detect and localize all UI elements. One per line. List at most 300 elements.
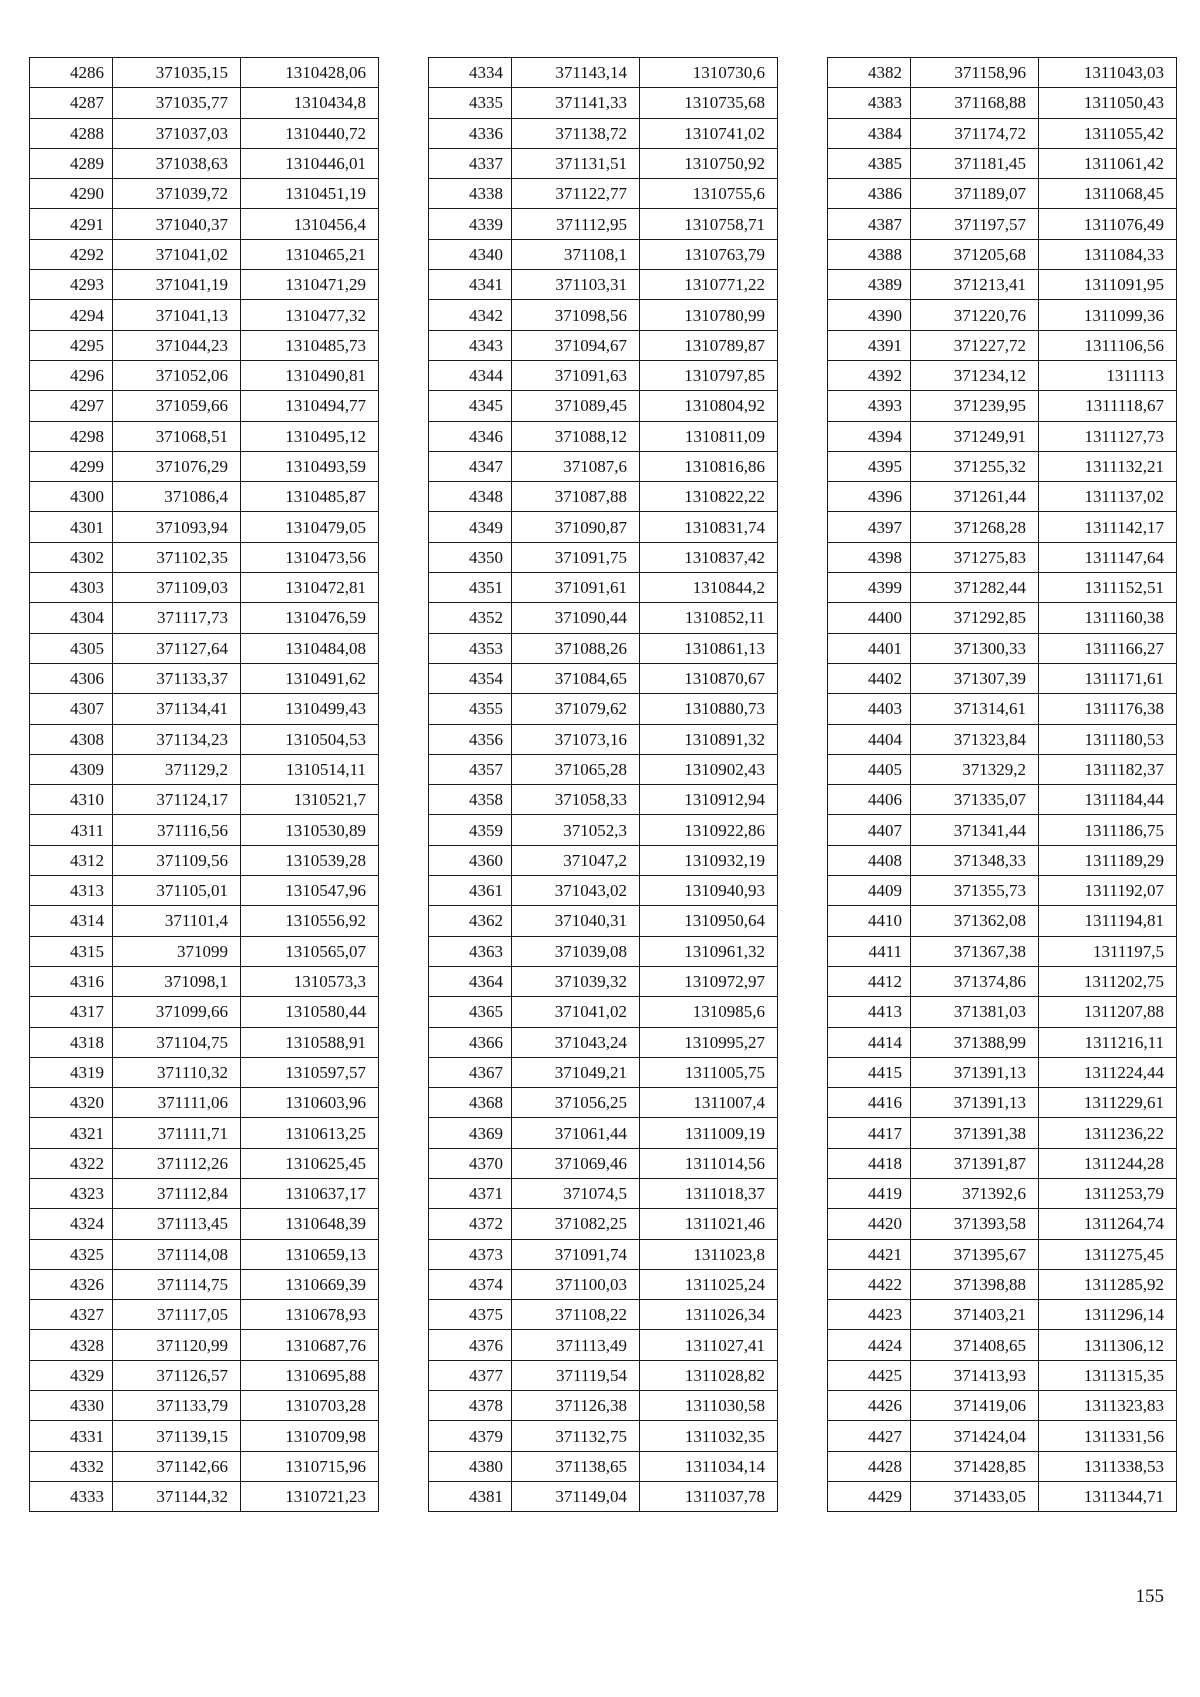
y-coordinate-cell: 1310476,59 xyxy=(241,603,379,633)
point-id-cell: 4416 xyxy=(828,1088,911,1118)
y-coordinate-cell: 1310816,86 xyxy=(640,451,778,481)
x-coordinate-cell: 371041,19 xyxy=(113,270,241,300)
table-row xyxy=(429,845,778,875)
table-row xyxy=(30,876,379,906)
y-coordinate-cell: 1310880,73 xyxy=(640,694,778,724)
y-coordinate-cell: 1310822,22 xyxy=(640,482,778,512)
point-id-cell: 4355 xyxy=(429,694,512,724)
point-id-cell: 4379 xyxy=(429,1421,512,1451)
x-coordinate-cell: 371314,61 xyxy=(911,694,1039,724)
point-id-cell: 4302 xyxy=(30,542,113,572)
point-id-cell: 4364 xyxy=(429,966,512,996)
table-row xyxy=(30,815,379,845)
table-body xyxy=(429,58,778,1512)
y-coordinate-cell: 1310490,81 xyxy=(241,360,379,390)
x-coordinate-cell: 371088,26 xyxy=(512,633,640,663)
point-id-cell: 4350 xyxy=(429,542,512,572)
y-coordinate-cell: 1310811,09 xyxy=(640,421,778,451)
x-coordinate-cell: 371073,16 xyxy=(512,724,640,754)
y-coordinate-cell: 1310678,93 xyxy=(241,1300,379,1330)
point-id-cell: 4327 xyxy=(30,1300,113,1330)
x-coordinate-cell: 371112,26 xyxy=(113,1148,241,1178)
point-id-cell: 4400 xyxy=(828,603,911,633)
x-coordinate-cell: 371047,2 xyxy=(512,845,640,875)
point-id-cell: 4375 xyxy=(429,1300,512,1330)
y-coordinate-cell: 1310456,4 xyxy=(241,209,379,239)
y-coordinate-cell: 1310547,96 xyxy=(241,876,379,906)
y-coordinate-cell: 1311306,12 xyxy=(1039,1330,1177,1360)
coordinates-table-1 xyxy=(29,57,379,1512)
x-coordinate-cell: 371391,13 xyxy=(911,1088,1039,1118)
y-coordinate-cell: 1310669,39 xyxy=(241,1269,379,1299)
table-row xyxy=(429,966,778,996)
table-row xyxy=(30,1027,379,1057)
x-coordinate-cell: 371132,75 xyxy=(512,1421,640,1451)
y-coordinate-cell: 1311118,67 xyxy=(1039,391,1177,421)
x-coordinate-cell: 371098,1 xyxy=(113,966,241,996)
x-coordinate-cell: 371124,17 xyxy=(113,785,241,815)
table-row xyxy=(30,330,379,360)
x-coordinate-cell: 371141,33 xyxy=(512,88,640,118)
y-coordinate-cell: 1310494,77 xyxy=(241,391,379,421)
table-row xyxy=(30,966,379,996)
x-coordinate-cell: 371374,86 xyxy=(911,966,1039,996)
point-id-cell: 4342 xyxy=(429,300,512,330)
table-row xyxy=(828,1481,1177,1511)
x-coordinate-cell: 371076,29 xyxy=(113,451,241,481)
point-id-cell: 4307 xyxy=(30,694,113,724)
table-row xyxy=(429,88,778,118)
x-coordinate-cell: 371388,99 xyxy=(911,1027,1039,1057)
table-row xyxy=(429,300,778,330)
point-id-cell: 4346 xyxy=(429,421,512,451)
y-coordinate-cell: 1311229,61 xyxy=(1039,1088,1177,1118)
y-coordinate-cell: 1311224,44 xyxy=(1039,1057,1177,1087)
y-coordinate-cell: 1311176,38 xyxy=(1039,694,1177,724)
x-coordinate-cell: 371113,49 xyxy=(512,1330,640,1360)
x-coordinate-cell: 371220,76 xyxy=(911,300,1039,330)
y-coordinate-cell: 1310940,93 xyxy=(640,876,778,906)
table-row xyxy=(828,1209,1177,1239)
x-coordinate-cell: 371108,22 xyxy=(512,1300,640,1330)
point-id-cell: 4344 xyxy=(429,360,512,390)
point-id-cell: 4317 xyxy=(30,997,113,1027)
table-row xyxy=(30,1118,379,1148)
x-coordinate-cell: 371205,68 xyxy=(911,239,1039,269)
y-coordinate-cell: 1311043,03 xyxy=(1039,58,1177,88)
y-coordinate-cell: 1311099,36 xyxy=(1039,300,1177,330)
y-coordinate-cell: 1311216,11 xyxy=(1039,1027,1177,1057)
x-coordinate-cell: 371065,28 xyxy=(512,754,640,784)
y-coordinate-cell: 1310648,39 xyxy=(241,1209,379,1239)
table-row xyxy=(429,270,778,300)
table-row xyxy=(30,1239,379,1269)
x-coordinate-cell: 371058,33 xyxy=(512,785,640,815)
point-id-cell: 4376 xyxy=(429,1330,512,1360)
table-row xyxy=(30,1178,379,1208)
table-row xyxy=(30,88,379,118)
x-coordinate-cell: 371112,95 xyxy=(512,209,640,239)
table-row xyxy=(429,1391,778,1421)
x-coordinate-cell: 371307,39 xyxy=(911,663,1039,693)
table-row xyxy=(30,1360,379,1390)
table-row xyxy=(30,421,379,451)
table-row xyxy=(828,118,1177,148)
y-coordinate-cell: 1310961,32 xyxy=(640,936,778,966)
table-row xyxy=(30,1421,379,1451)
point-id-cell: 4340 xyxy=(429,239,512,269)
point-id-cell: 4393 xyxy=(828,391,911,421)
y-coordinate-cell: 1311076,49 xyxy=(1039,209,1177,239)
y-coordinate-cell: 1311331,56 xyxy=(1039,1421,1177,1451)
table-row xyxy=(429,1330,778,1360)
y-coordinate-cell: 1311296,14 xyxy=(1039,1300,1177,1330)
table-row xyxy=(429,512,778,542)
y-coordinate-cell: 1311236,22 xyxy=(1039,1118,1177,1148)
point-id-cell: 4389 xyxy=(828,270,911,300)
point-id-cell: 4338 xyxy=(429,179,512,209)
y-coordinate-cell: 1311007,4 xyxy=(640,1088,778,1118)
y-coordinate-cell: 1310434,8 xyxy=(241,88,379,118)
point-id-cell: 4406 xyxy=(828,785,911,815)
point-id-cell: 4298 xyxy=(30,421,113,451)
x-coordinate-cell: 371129,2 xyxy=(113,754,241,784)
x-coordinate-cell: 371112,84 xyxy=(113,1178,241,1208)
y-coordinate-cell: 1310758,71 xyxy=(640,209,778,239)
table-row xyxy=(429,209,778,239)
x-coordinate-cell: 371348,33 xyxy=(911,845,1039,875)
table-row xyxy=(30,1269,379,1299)
x-coordinate-cell: 371249,91 xyxy=(911,421,1039,451)
y-coordinate-cell: 1310477,32 xyxy=(241,300,379,330)
table-row xyxy=(429,573,778,603)
x-coordinate-cell: 371138,65 xyxy=(512,1451,640,1481)
table-row xyxy=(30,239,379,269)
x-coordinate-cell: 371143,14 xyxy=(512,58,640,88)
x-coordinate-cell: 371041,13 xyxy=(113,300,241,330)
y-coordinate-cell: 1310580,44 xyxy=(241,997,379,1027)
table-row xyxy=(828,966,1177,996)
y-coordinate-cell: 1311197,5 xyxy=(1039,936,1177,966)
table-row xyxy=(30,360,379,390)
y-coordinate-cell: 1311050,43 xyxy=(1039,88,1177,118)
point-id-cell: 4304 xyxy=(30,603,113,633)
x-coordinate-cell: 371089,45 xyxy=(512,391,640,421)
y-coordinate-cell: 1311184,44 xyxy=(1039,785,1177,815)
x-coordinate-cell: 371419,06 xyxy=(911,1391,1039,1421)
point-id-cell: 4370 xyxy=(429,1148,512,1178)
table-row xyxy=(828,270,1177,300)
table-body xyxy=(828,58,1177,1512)
y-coordinate-cell: 1311166,27 xyxy=(1039,633,1177,663)
point-id-cell: 4325 xyxy=(30,1239,113,1269)
y-coordinate-cell: 1310530,89 xyxy=(241,815,379,845)
y-coordinate-cell: 1310428,06 xyxy=(241,58,379,88)
table-row xyxy=(828,1057,1177,1087)
y-coordinate-cell: 1311202,75 xyxy=(1039,966,1177,996)
table-row xyxy=(828,1330,1177,1360)
y-coordinate-cell: 1311137,02 xyxy=(1039,482,1177,512)
x-coordinate-cell: 371069,46 xyxy=(512,1148,640,1178)
coordinates-table-3 xyxy=(827,57,1177,1512)
table-row xyxy=(828,1360,1177,1390)
table-row xyxy=(429,1148,778,1178)
point-id-cell: 4349 xyxy=(429,512,512,542)
y-coordinate-cell: 1310715,96 xyxy=(241,1451,379,1481)
point-id-cell: 4331 xyxy=(30,1421,113,1451)
x-coordinate-cell: 371138,72 xyxy=(512,118,640,148)
table-row xyxy=(30,633,379,663)
table-row xyxy=(828,239,1177,269)
x-coordinate-cell: 371428,85 xyxy=(911,1451,1039,1481)
x-coordinate-cell: 371227,72 xyxy=(911,330,1039,360)
x-coordinate-cell: 371134,23 xyxy=(113,724,241,754)
table-row xyxy=(828,1451,1177,1481)
table-row xyxy=(30,148,379,178)
x-coordinate-cell: 371086,4 xyxy=(113,482,241,512)
table-row xyxy=(828,573,1177,603)
point-id-cell: 4301 xyxy=(30,512,113,542)
table-row xyxy=(828,421,1177,451)
x-coordinate-cell: 371168,88 xyxy=(911,88,1039,118)
table-row xyxy=(828,1027,1177,1057)
x-coordinate-cell: 371035,15 xyxy=(113,58,241,88)
point-id-cell: 4392 xyxy=(828,360,911,390)
y-coordinate-cell: 1310741,02 xyxy=(640,118,778,148)
table-row xyxy=(828,148,1177,178)
table-row xyxy=(429,876,778,906)
point-id-cell: 4295 xyxy=(30,330,113,360)
x-coordinate-cell: 371052,3 xyxy=(512,815,640,845)
x-coordinate-cell: 371142,66 xyxy=(113,1451,241,1481)
table-row xyxy=(429,906,778,936)
point-id-cell: 4358 xyxy=(429,785,512,815)
x-coordinate-cell: 371139,15 xyxy=(113,1421,241,1451)
y-coordinate-cell: 1310499,43 xyxy=(241,694,379,724)
x-coordinate-cell: 371120,99 xyxy=(113,1330,241,1360)
point-id-cell: 4374 xyxy=(429,1269,512,1299)
point-id-cell: 4293 xyxy=(30,270,113,300)
table-row xyxy=(30,179,379,209)
point-id-cell: 4414 xyxy=(828,1027,911,1057)
point-id-cell: 4424 xyxy=(828,1330,911,1360)
x-coordinate-cell: 371091,75 xyxy=(512,542,640,572)
y-coordinate-cell: 1310446,01 xyxy=(241,148,379,178)
y-coordinate-cell: 1310493,59 xyxy=(241,451,379,481)
point-id-cell: 4315 xyxy=(30,936,113,966)
point-id-cell: 4334 xyxy=(429,58,512,88)
x-coordinate-cell: 371113,45 xyxy=(113,1209,241,1239)
point-id-cell: 4402 xyxy=(828,663,911,693)
y-coordinate-cell: 1311182,37 xyxy=(1039,754,1177,784)
y-coordinate-cell: 1310870,67 xyxy=(640,663,778,693)
coordinates-table-2 xyxy=(428,57,778,1512)
table-row xyxy=(828,542,1177,572)
point-id-cell: 4391 xyxy=(828,330,911,360)
table-row xyxy=(429,179,778,209)
x-coordinate-cell: 371059,66 xyxy=(113,391,241,421)
table-row xyxy=(828,451,1177,481)
table-row xyxy=(828,179,1177,209)
table-row xyxy=(30,694,379,724)
point-id-cell: 4326 xyxy=(30,1269,113,1299)
x-coordinate-cell: 371068,51 xyxy=(113,421,241,451)
point-id-cell: 4360 xyxy=(429,845,512,875)
table-row xyxy=(30,1481,379,1511)
table-row xyxy=(429,451,778,481)
point-id-cell: 4357 xyxy=(429,754,512,784)
y-coordinate-cell: 1310922,86 xyxy=(640,815,778,845)
x-coordinate-cell: 371126,57 xyxy=(113,1360,241,1390)
y-coordinate-cell: 1310597,57 xyxy=(241,1057,379,1087)
y-coordinate-cell: 1311171,61 xyxy=(1039,663,1177,693)
y-coordinate-cell: 1310985,6 xyxy=(640,997,778,1027)
point-id-cell: 4419 xyxy=(828,1178,911,1208)
y-coordinate-cell: 1310573,3 xyxy=(241,966,379,996)
y-coordinate-cell: 1310852,11 xyxy=(640,603,778,633)
x-coordinate-cell: 371061,44 xyxy=(512,1118,640,1148)
table-row xyxy=(828,633,1177,663)
point-id-cell: 4305 xyxy=(30,633,113,663)
point-id-cell: 4372 xyxy=(429,1209,512,1239)
table-row xyxy=(30,997,379,1027)
x-coordinate-cell: 371117,73 xyxy=(113,603,241,633)
x-coordinate-cell: 371181,45 xyxy=(911,148,1039,178)
y-coordinate-cell: 1310539,28 xyxy=(241,845,379,875)
x-coordinate-cell: 371099 xyxy=(113,936,241,966)
point-id-cell: 4382 xyxy=(828,58,911,88)
point-id-cell: 4321 xyxy=(30,1118,113,1148)
y-coordinate-cell: 1311025,24 xyxy=(640,1269,778,1299)
point-id-cell: 4294 xyxy=(30,300,113,330)
x-coordinate-cell: 371144,32 xyxy=(113,1481,241,1511)
table-row xyxy=(828,876,1177,906)
x-coordinate-cell: 371108,1 xyxy=(512,239,640,269)
x-coordinate-cell: 371117,05 xyxy=(113,1300,241,1330)
point-id-cell: 4377 xyxy=(429,1360,512,1390)
y-coordinate-cell: 1310491,62 xyxy=(241,663,379,693)
x-coordinate-cell: 371403,21 xyxy=(911,1300,1039,1330)
table-row xyxy=(828,1118,1177,1148)
table-row xyxy=(429,1300,778,1330)
point-id-cell: 4384 xyxy=(828,118,911,148)
y-coordinate-cell: 1310831,74 xyxy=(640,512,778,542)
x-coordinate-cell: 371093,94 xyxy=(113,512,241,542)
point-id-cell: 4368 xyxy=(429,1088,512,1118)
x-coordinate-cell: 371158,96 xyxy=(911,58,1039,88)
y-coordinate-cell: 1311180,53 xyxy=(1039,724,1177,754)
y-coordinate-cell: 1311032,35 xyxy=(640,1421,778,1451)
point-id-cell: 4407 xyxy=(828,815,911,845)
point-id-cell: 4299 xyxy=(30,451,113,481)
point-id-cell: 4397 xyxy=(828,512,911,542)
table-row xyxy=(429,663,778,693)
x-coordinate-cell: 371109,03 xyxy=(113,573,241,603)
point-id-cell: 4345 xyxy=(429,391,512,421)
table-row xyxy=(30,1209,379,1239)
table-row xyxy=(429,118,778,148)
point-id-cell: 4356 xyxy=(429,724,512,754)
x-coordinate-cell: 371392,6 xyxy=(911,1178,1039,1208)
point-id-cell: 4320 xyxy=(30,1088,113,1118)
y-coordinate-cell: 1311034,14 xyxy=(640,1451,778,1481)
point-id-cell: 4361 xyxy=(429,876,512,906)
point-id-cell: 4347 xyxy=(429,451,512,481)
x-coordinate-cell: 371127,64 xyxy=(113,633,241,663)
point-id-cell: 4323 xyxy=(30,1178,113,1208)
table-row xyxy=(429,1239,778,1269)
point-id-cell: 4306 xyxy=(30,663,113,693)
point-id-cell: 4408 xyxy=(828,845,911,875)
point-id-cell: 4314 xyxy=(30,906,113,936)
x-coordinate-cell: 371079,62 xyxy=(512,694,640,724)
x-coordinate-cell: 371391,38 xyxy=(911,1118,1039,1148)
x-coordinate-cell: 371091,61 xyxy=(512,573,640,603)
point-id-cell: 4373 xyxy=(429,1239,512,1269)
point-id-cell: 4378 xyxy=(429,1391,512,1421)
point-id-cell: 4332 xyxy=(30,1451,113,1481)
y-coordinate-cell: 1311323,83 xyxy=(1039,1391,1177,1421)
x-coordinate-cell: 371119,54 xyxy=(512,1360,640,1390)
point-id-cell: 4324 xyxy=(30,1209,113,1239)
y-coordinate-cell: 1310603,96 xyxy=(241,1088,379,1118)
y-coordinate-cell: 1311194,81 xyxy=(1039,906,1177,936)
point-id-cell: 4339 xyxy=(429,209,512,239)
y-coordinate-cell: 1310861,13 xyxy=(640,633,778,663)
table-row xyxy=(429,391,778,421)
x-coordinate-cell: 371090,87 xyxy=(512,512,640,542)
y-coordinate-cell: 1311160,38 xyxy=(1039,603,1177,633)
x-coordinate-cell: 371040,37 xyxy=(113,209,241,239)
y-coordinate-cell: 1311028,82 xyxy=(640,1360,778,1390)
table-row xyxy=(828,300,1177,330)
point-id-cell: 4394 xyxy=(828,421,911,451)
table-row xyxy=(828,512,1177,542)
y-coordinate-cell: 1311315,35 xyxy=(1039,1360,1177,1390)
y-coordinate-cell: 1311127,73 xyxy=(1039,421,1177,451)
x-coordinate-cell: 371189,07 xyxy=(911,179,1039,209)
table-row xyxy=(30,542,379,572)
table-row xyxy=(828,482,1177,512)
x-coordinate-cell: 371131,51 xyxy=(512,148,640,178)
y-coordinate-cell: 1311014,56 xyxy=(640,1148,778,1178)
table-row xyxy=(828,360,1177,390)
y-coordinate-cell: 1310995,27 xyxy=(640,1027,778,1057)
table-row xyxy=(828,997,1177,1027)
table-row xyxy=(429,330,778,360)
point-id-cell: 4297 xyxy=(30,391,113,421)
y-coordinate-cell: 1310750,92 xyxy=(640,148,778,178)
table-row xyxy=(429,1088,778,1118)
y-coordinate-cell: 1310891,32 xyxy=(640,724,778,754)
table-row xyxy=(828,754,1177,784)
x-coordinate-cell: 371367,38 xyxy=(911,936,1039,966)
y-coordinate-cell: 1310440,72 xyxy=(241,118,379,148)
point-id-cell: 4386 xyxy=(828,179,911,209)
table-row xyxy=(30,512,379,542)
table-row xyxy=(30,482,379,512)
x-coordinate-cell: 371134,41 xyxy=(113,694,241,724)
x-coordinate-cell: 371213,41 xyxy=(911,270,1039,300)
point-id-cell: 4411 xyxy=(828,936,911,966)
table-row xyxy=(828,663,1177,693)
y-coordinate-cell: 1310465,21 xyxy=(241,239,379,269)
table-row xyxy=(429,815,778,845)
table-row xyxy=(429,1421,778,1451)
point-id-cell: 4421 xyxy=(828,1239,911,1269)
page-number: 155 xyxy=(1135,1586,1164,1607)
table-row xyxy=(429,360,778,390)
